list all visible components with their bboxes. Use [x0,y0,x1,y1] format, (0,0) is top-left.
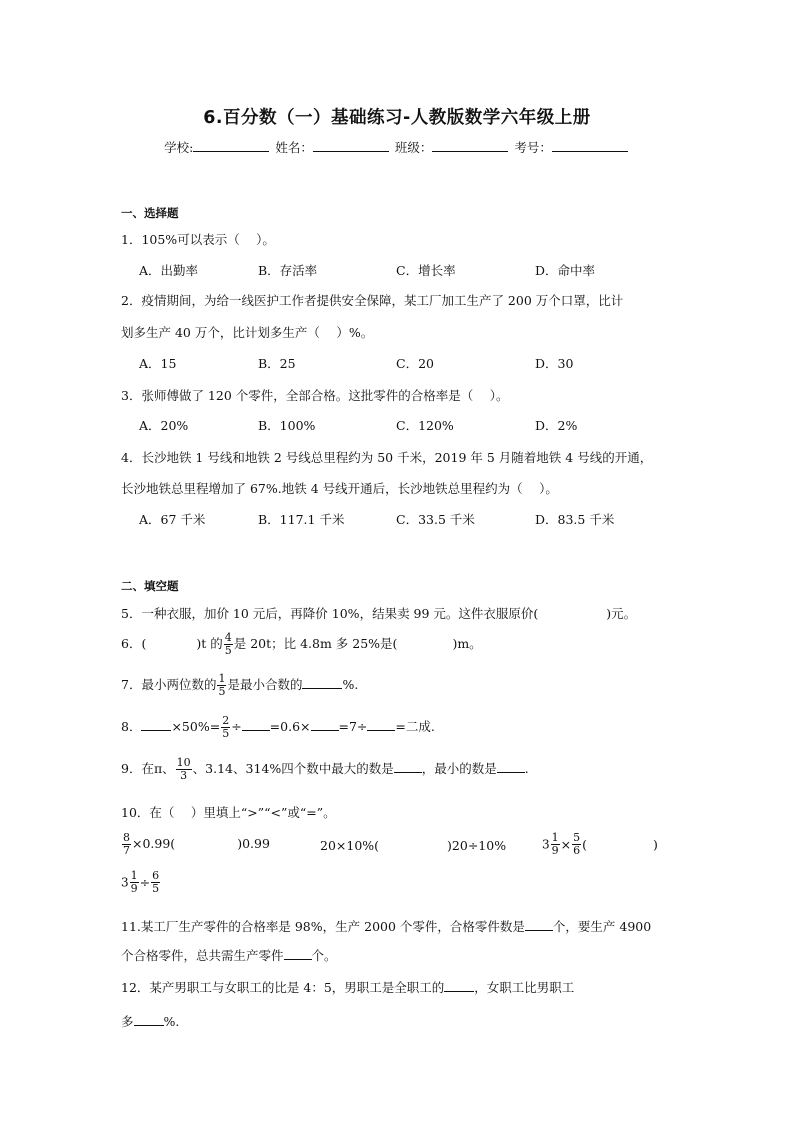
q8-text-c: ÷ [231,719,242,734]
question-4-stem-line2: 长沙地铁总里程增加了 67%.地铁 4 号线开通后，长沙地铁总里程约为（ ）。 [121,481,558,496]
q12-answer-blank-1[interactable] [444,979,474,992]
q2-option-b[interactable]: B．25 [258,356,296,371]
q3-option-a[interactable]: A．20% [139,418,189,433]
question-9 [121,757,529,782]
q3-option-d[interactable]: D．2% [535,418,578,433]
q12-answer-blank-2[interactable] [134,1013,164,1026]
question-7 [121,673,358,698]
school-blank[interactable] [193,139,269,152]
q11-line1-text-a: 11.某工厂生产零件的合格率是 98%，生产 2000 个零件，合格零件数是 [121,919,525,934]
q3-option-c[interactable]: C．120% [396,418,454,433]
question-11-line1 [121,917,651,935]
q10-item3-fraction: $\frac{1}{9}$ [551,831,559,857]
q12-line1-text-a: 12．某产男职工与女职工的比是 4：5，男职工是全职工的 [121,980,445,995]
q4-option-b[interactable]: B．117.1 千米 [258,512,345,527]
q10-item2-text-a: 20×10%( [320,838,380,853]
q8-answer-blank-2[interactable] [242,718,270,731]
q8-answer-blank-1[interactable] [141,718,171,731]
page-title: 6.百分数（一）基础练习-人教版数学六年级上册 [203,108,591,128]
q2-option-a[interactable]: A．15 [139,356,177,371]
q2-option-d[interactable]: D．30 [535,356,574,371]
q4-option-a[interactable]: A．67 千米 [139,512,206,527]
question-4-stem-line1: 4．长沙地铁 1 号线和地铁 2 号线总里程约为 50 千米，2019 年 5 月随着地铁 4 号线的开通， [121,450,653,465]
q9-answer-blank-2[interactable] [497,760,525,773]
class-blank[interactable] [432,139,508,152]
q12-line2-text-b: %. [163,1014,180,1029]
q10-item4-whole: 3 [121,875,129,890]
q6-text-b: )t 的 [196,636,223,651]
q7-answer-blank[interactable] [302,676,342,689]
q7-text-a: 7．最小两位数的 [121,677,217,692]
q6-text-d: )m。 [452,636,482,651]
q4-option-c[interactable]: C．33.5 千米 [396,512,475,527]
class-label: 班级： [394,140,433,155]
q11-answer-blank-1[interactable] [525,918,553,931]
q8-text-f: =二成. [395,719,435,734]
q10-item3-fraction-2: $\frac{5}{6}$ [573,831,581,857]
question-12-line2 [121,1012,179,1030]
q7-text-c: %. [342,677,359,692]
q1-option-d[interactable]: D．命中率 [535,263,596,278]
q8-answer-blank-4[interactable] [367,718,395,731]
q9-text-d: . [524,761,529,776]
q9-answer-blank-1[interactable] [394,760,422,773]
q5-text-a: 5．一种衣服，加价 10 元后，再降价 10%，结果卖 99 元。这件衣服原价( [121,606,539,621]
q1-option-b[interactable]: B．存活率 [258,263,318,278]
question-1-stem: 1．105%可以表示（ ）。 [121,232,275,247]
question-12-line1 [121,978,574,996]
q8-text-e: =7÷ [338,719,368,734]
q10-item-2 [320,838,506,853]
q10-item4-fraction-2: $\frac{6}{5}$ [152,869,160,895]
q7-fraction: $\frac{1}{5}$ [218,672,226,698]
name-label: 姓名： [275,140,313,155]
q8-fraction: $\frac{2}{5}$ [222,714,230,740]
q1-option-a[interactable]: A．出勤率 [139,263,199,278]
q3-option-b[interactable]: B．100% [258,418,316,433]
q8-text-a: 8． [121,719,142,734]
q8-text-b: ×50%= [171,719,221,734]
q4-option-d[interactable]: D．83.5 千米 [535,512,615,527]
q7-text-b: 是最小合数的 [227,677,303,692]
section-heading-choice: 一、选择题 [121,206,179,220]
question-3-stem: 3．张师傅做了 120 个零件，全部合格。这批零件的合格率是（ ）。 [121,388,509,403]
q10-item1-fraction: $\frac{8}{7}$ [123,831,130,857]
q10-item-1 [121,832,270,857]
q9-text-a: 9．在π、 [121,761,175,776]
question-10-stem: 10．在（ ）里填上“>”“<”或“=”。 [121,805,336,820]
school-label: 学校: [164,140,194,155]
q10-item1-text-b: )0.99 [237,836,270,851]
q2-option-c[interactable]: C．20 [396,356,434,371]
q5-text-b: )元。 [606,606,637,621]
q9-fraction: $\frac{10}{3}$ [176,756,191,782]
q11-line2-text-a: 个合格零件，总共需生产零件 [121,948,284,963]
q10-item3-whole: 3 [542,837,550,852]
q10-item4-operator: ÷ [139,875,151,890]
q11-line2-text-b: 个。 [311,948,337,963]
q8-text-d: =0.6× [269,719,311,734]
q9-text-c: ，最小的数是 [421,761,497,776]
q10-item1-text-a: ×0.99( [132,836,176,851]
q10-item-4 [121,870,161,895]
question-6 [121,632,482,657]
question-11-line2 [121,946,337,964]
q10-item3-operator: × [560,837,572,852]
question-5 [121,604,636,622]
q11-answer-blank-2[interactable] [284,947,312,960]
exam-no-label: 考号： [514,140,552,155]
q8-answer-blank-3[interactable] [311,718,339,731]
q10-item3-text-a: ( [582,837,588,852]
q10-item3-text-b: ) [653,837,658,852]
q11-line1-text-b: 个，要生产 4900 [552,919,652,934]
q6-text-a: 6．( [121,636,147,651]
q12-line2-text-a: 多 [121,1014,134,1029]
student-info-row [0,138,794,156]
section-heading-fill: 二、填空题 [121,579,179,593]
q10-item-3 [542,832,658,857]
q10-item2-text-b: )20÷10% [447,838,507,853]
q6-text-c: 是 20t；比 4.8m 多 25%是( [233,636,398,651]
q10-item4-fraction: $\frac{1}{9}$ [130,869,138,895]
q9-text-b: 、3.14、314%四个数中最大的数是 [192,761,394,776]
exam-no-blank[interactable] [552,139,628,152]
q12-line1-text-b: ，女职工比男职工 [474,980,575,995]
q1-option-c[interactable]: C．增长率 [396,263,456,278]
name-blank[interactable] [313,139,389,152]
question-8 [121,715,435,740]
question-2-stem-line1: 2．疫情期间，为给一线医护工作者提供安全保障，某工厂加工生产了 200 万个口罩，比计 [121,293,624,308]
q6-fraction: $\frac{4}{5}$ [224,631,232,657]
question-2-stem-line2: 划多生产 40 万个，比计划多生产（ ）%。 [121,325,374,340]
